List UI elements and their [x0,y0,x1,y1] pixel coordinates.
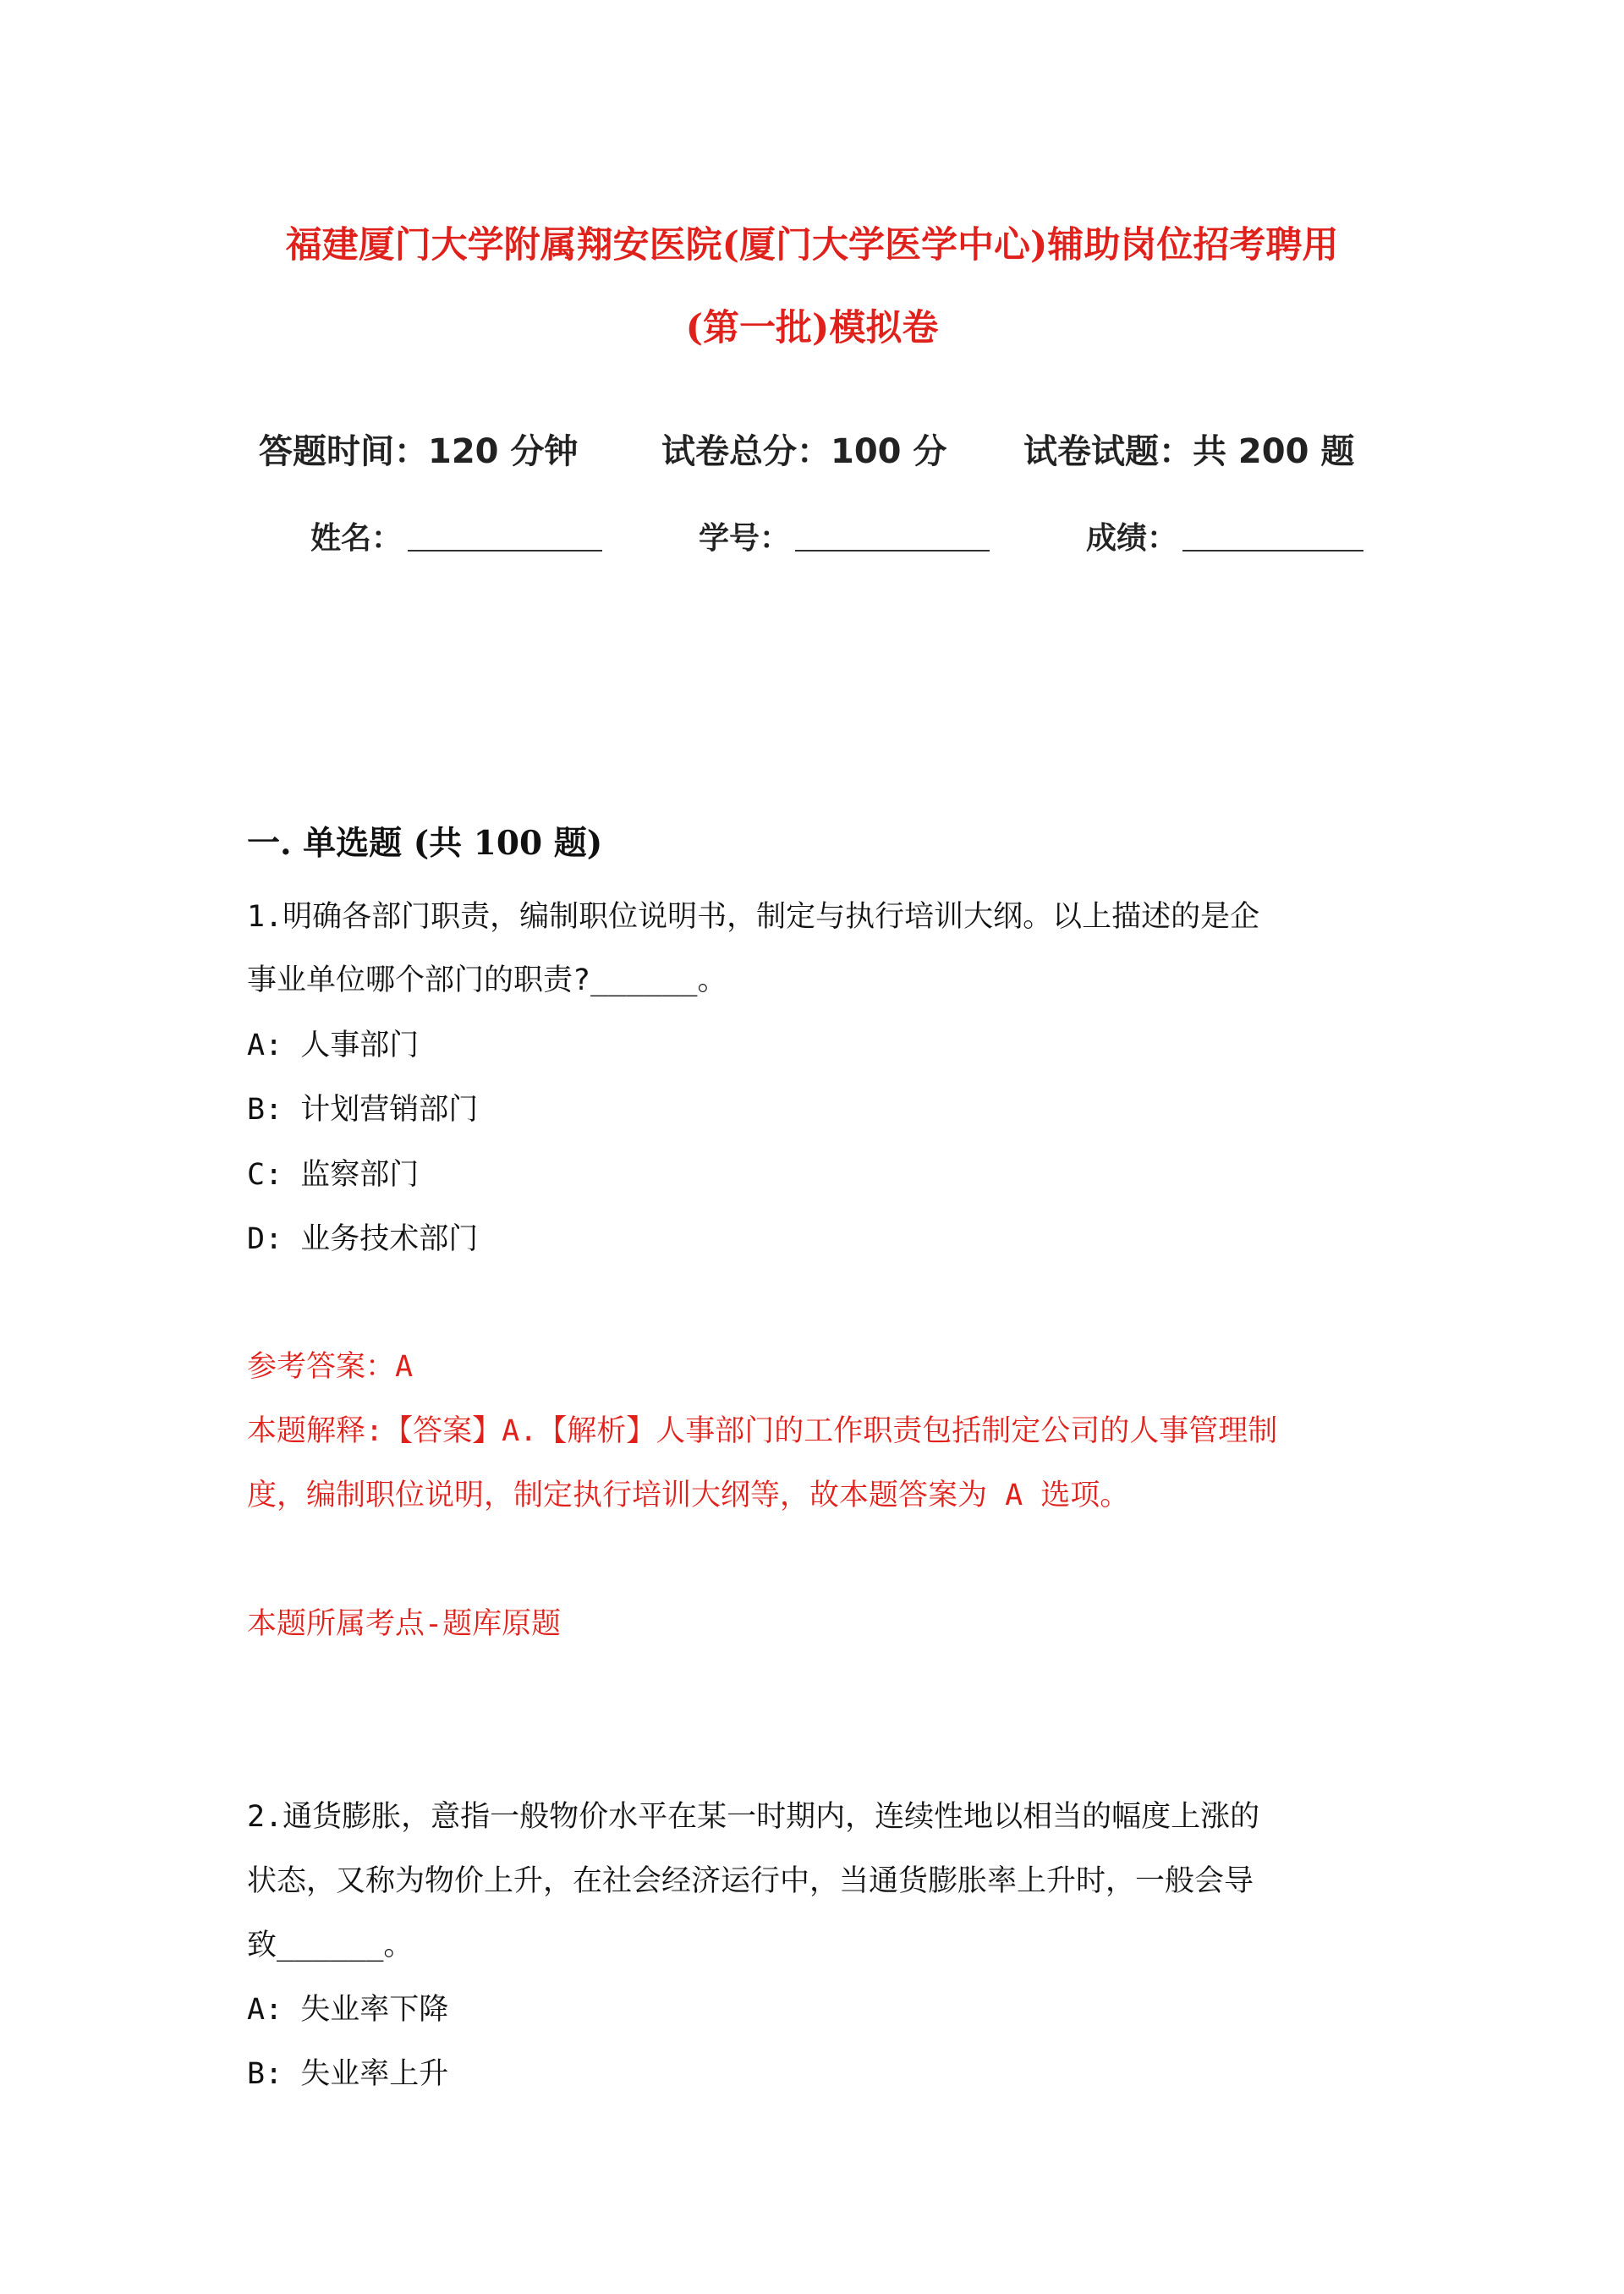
score-label: 成绩： [1086,521,1178,556]
question-1-option-a: A: 人事部门 [247,1029,420,1062]
section-heading: 一. 单选题 (共 100 题) [247,824,603,863]
question-1-knowledge-point: 本题所属考点-题库原题 [247,1607,562,1641]
exam-total-score: 试卷总分：100 分 [661,432,947,471]
question-1-option-c: C: 监察部门 [247,1158,420,1192]
exam-time: 答题时间：120 分钟 [259,432,579,471]
question-1-explanation-line-2: 度，编制职位说明，制定执行培训大纲等，故本题答案为 A 选项。 [247,1479,1130,1512]
question-2-option-a: A: 失业率下降 [247,1993,449,2027]
question-1-option-b: B: 计划营销部门 [247,1093,479,1127]
question-2-stem-line-3: 致______。 [247,1929,414,1962]
question-1-answer: 参考答案：A [247,1350,414,1384]
name-blank[interactable] [408,550,602,552]
score-blank[interactable] [1182,550,1363,552]
question-2-option-b: B: 失业率上升 [247,2057,449,2091]
student-info-row [0,514,1624,565]
question-1-option-d: D: 业务技术部门 [247,1222,479,1256]
exam-question-count: 试卷试题：共 200 题 [1023,432,1355,471]
question-2-stem-line-1: 2.通货膨胀，意指一般物价水平在某一时期内，连续性地以相当的幅度上涨的 [247,1800,1260,1834]
question-1-stem-line-2: 事业单位哪个部门的职责?______。 [247,963,727,997]
student-id-label: 学号： [699,521,791,556]
student-id-blank[interactable] [795,550,990,552]
question-1-explanation-line-1: 本题解释:【答案】A.【解析】人事部门的工作职责包括制定公司的人事管理制 [247,1414,1278,1448]
exam-title-line-2: (第一批)模拟卷 [685,307,939,349]
name-label: 姓名： [310,521,403,556]
exam-meta-row [0,425,1624,475]
exam-title-line-1: 福建厦门大学附属翔安医院(厦门大学医学中心)辅助岗位招考聘用 [285,224,1339,266]
question-2-stem-line-2: 状态，又称为物价上升，在社会经济运行中，当通货膨胀率上升时，一般会导 [247,1864,1254,1898]
question-1-stem-line-1: 1.明确各部门职责，编制职位说明书，制定与执行培训大纲。以上描述的是企 [247,900,1260,934]
